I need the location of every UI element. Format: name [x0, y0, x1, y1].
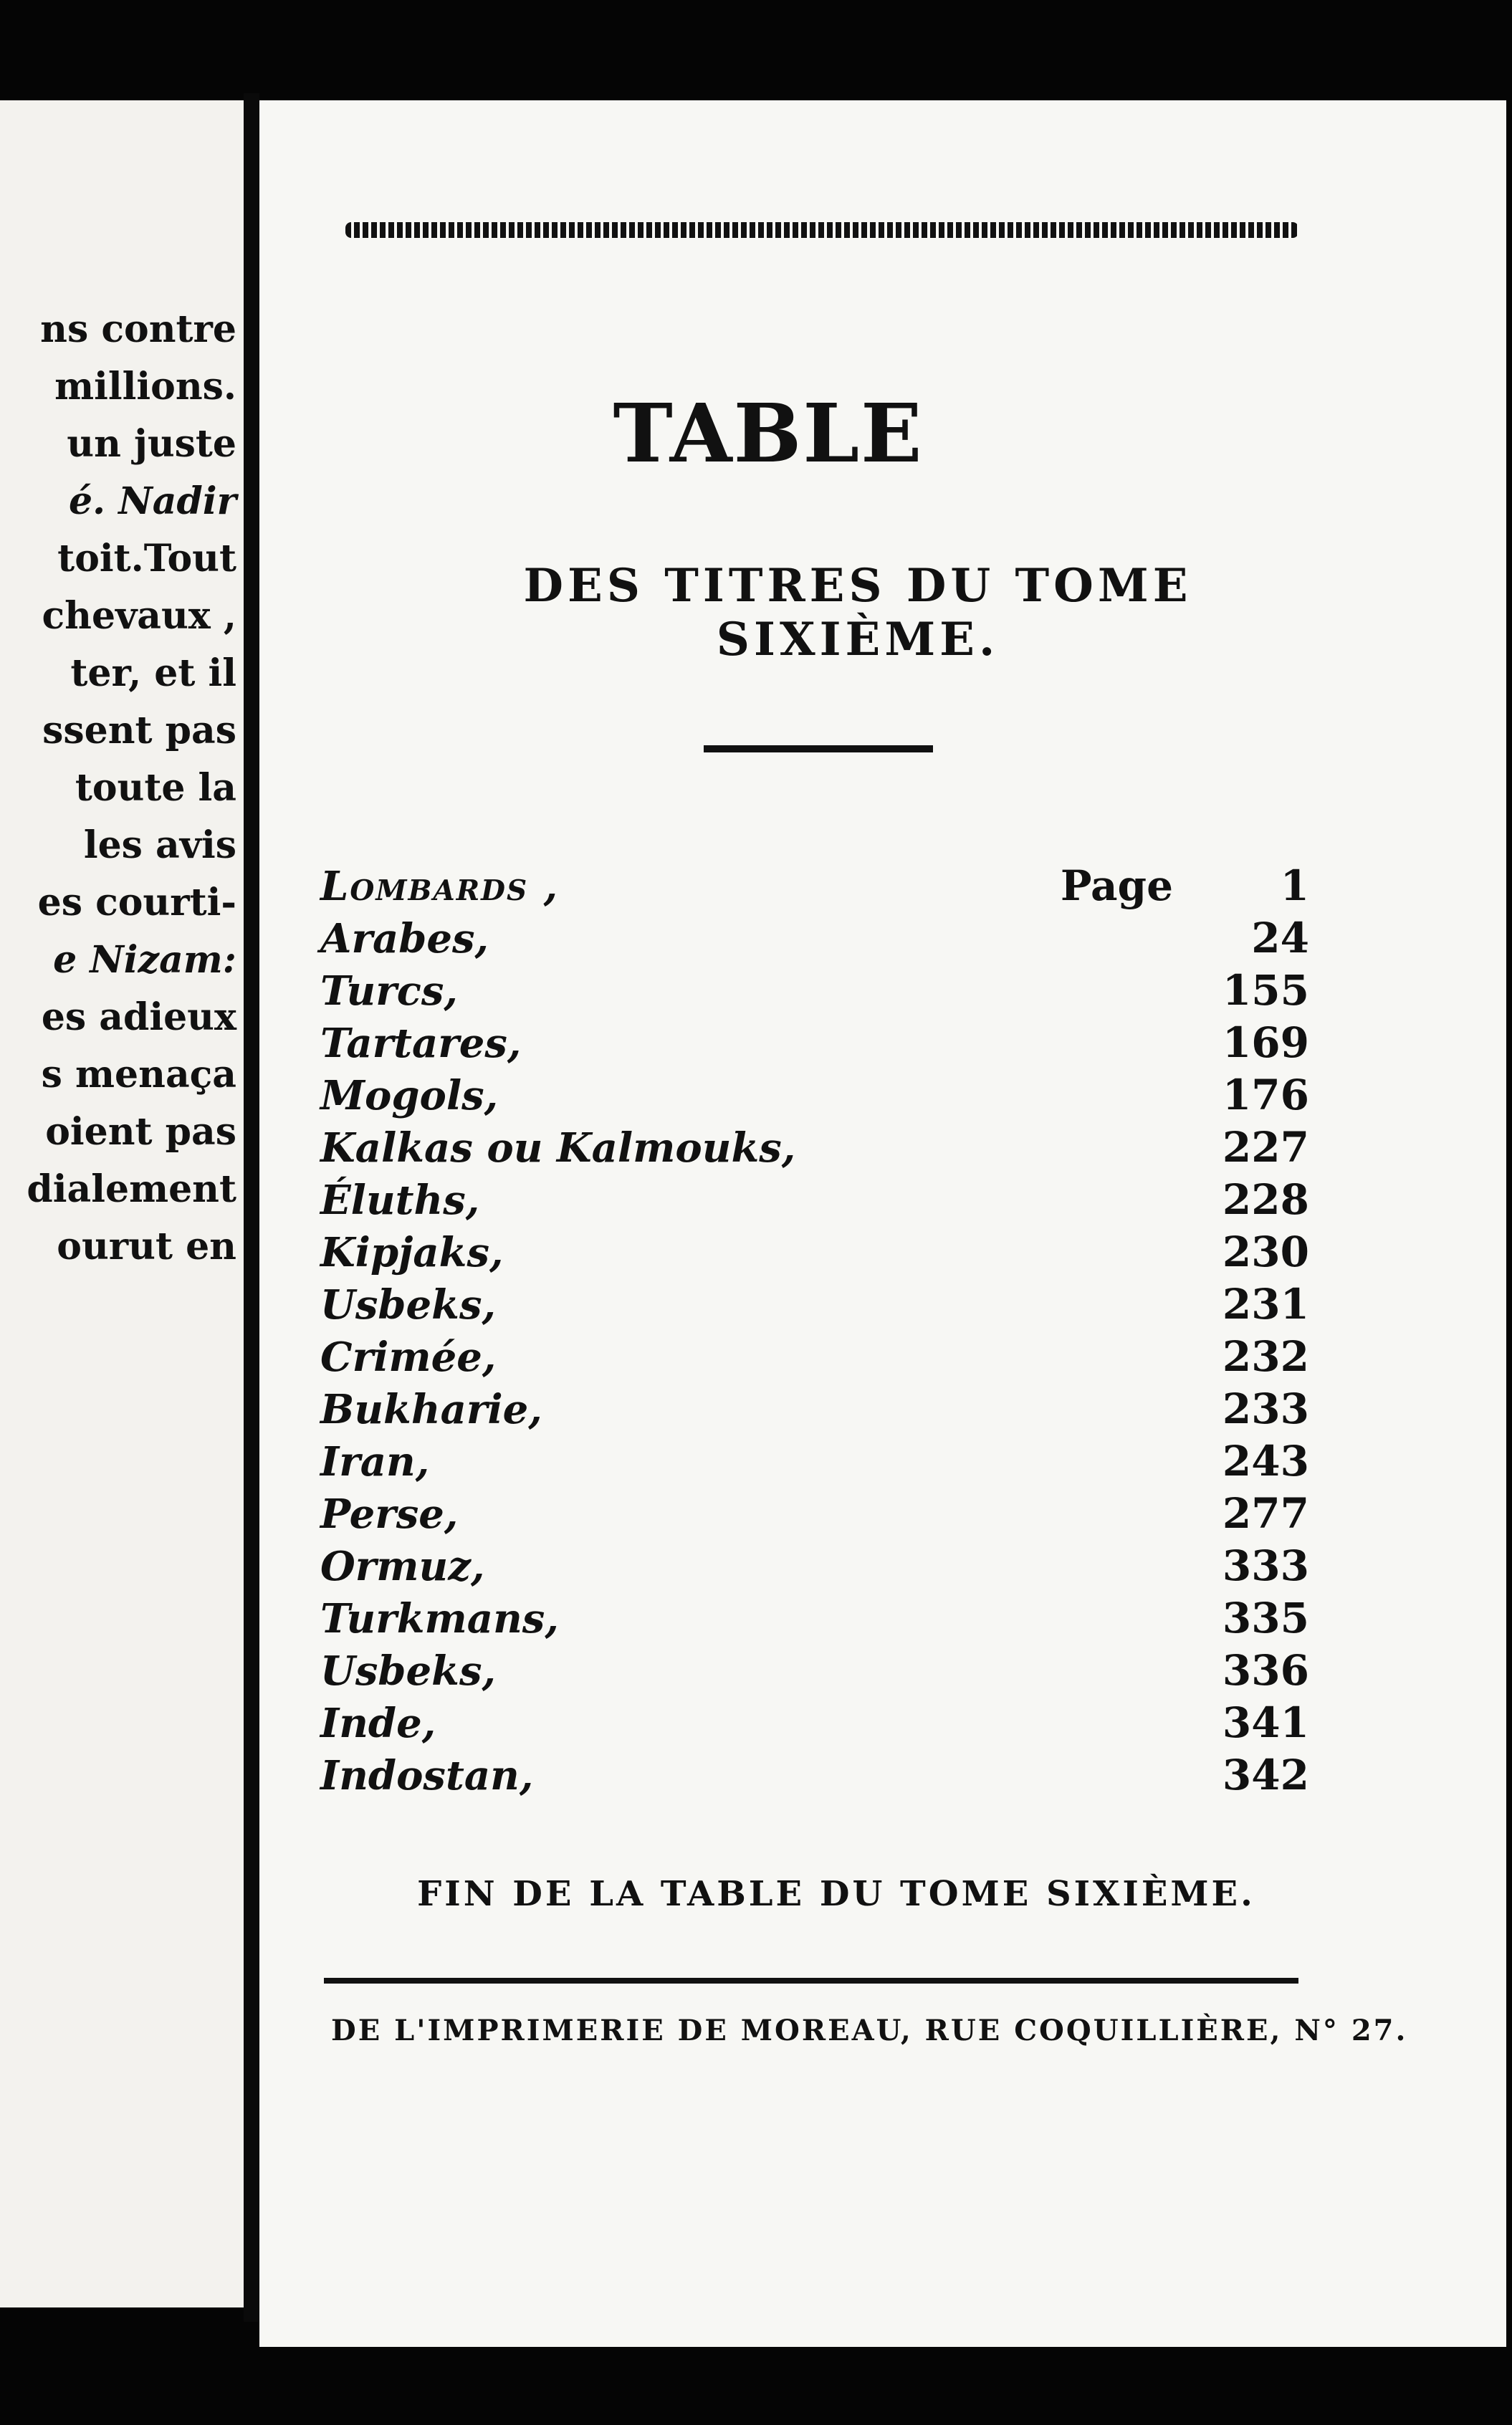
decorative-ornament-rule [345, 222, 1298, 238]
page-subtitle: DES TITRES DU TOME SIXIÈME. [523, 559, 1192, 666]
toc-entry-page: 233 [1222, 1384, 1309, 1433]
dot-leader [543, 1749, 1212, 1789]
toc-entry-page: 333 [1222, 1541, 1309, 1590]
dot-leader [489, 1174, 1212, 1214]
toc-entry-title: Crimée, [320, 1334, 497, 1381]
toc-entry-title: Usbeks, [320, 1647, 496, 1695]
toc-entry-page: 243 [1222, 1437, 1309, 1486]
prev-page-line: ssent pas [42, 709, 236, 752]
toc-entry-page: 336 [1222, 1646, 1309, 1695]
toc-entry-title: Usbeks, [320, 1281, 496, 1329]
toc-row [320, 1645, 1309, 1696]
short-divider-rule [704, 745, 933, 752]
prev-page-line: ourut en [57, 1225, 236, 1268]
toc-entry-page: 277 [1222, 1489, 1309, 1538]
toc-entry-title: Perse, [320, 1491, 459, 1538]
printer-imprint: DE L'IMPRIMERIE DE MOREAU, RUE COQUILLIÈRE, N° 27. [331, 2014, 1408, 2047]
toc-entry-page: 227 [1222, 1123, 1309, 1172]
table-end-caption: FIN DE LA TABLE DU TOME SIXIÈME. [417, 1874, 1255, 1914]
toc-entry-page: 155 [1222, 966, 1309, 1015]
toc-entry-title: Bukharie, [320, 1386, 542, 1433]
toc-row [320, 1278, 1309, 1330]
toc-row [320, 860, 1309, 912]
dot-leader [468, 965, 1212, 1005]
prev-page-line: e Nizam: [53, 938, 236, 982]
dot-leader [468, 1488, 1212, 1528]
prev-page-line: es courti- [37, 881, 236, 924]
table-of-contents-page [259, 100, 1506, 2347]
dot-leader [805, 1121, 1212, 1162]
dot-leader [506, 1278, 1212, 1319]
toc-entry-title: Ormuz, [320, 1543, 485, 1590]
toc-row [320, 1331, 1309, 1382]
prev-page-line: chevaux , [42, 594, 236, 638]
prev-page-line: toit.Tout [57, 537, 236, 580]
dot-leader [508, 1069, 1212, 1109]
toc-row [320, 1592, 1309, 1644]
dot-leader [446, 1697, 1212, 1737]
toc-entry-title: Tartares, [320, 1020, 522, 1067]
toc-entry-title: Indostan, [320, 1752, 534, 1799]
dot-leader [495, 1540, 1212, 1580]
dot-leader [506, 1331, 1212, 1371]
toc-row [320, 1488, 1309, 1539]
dot-leader [506, 1645, 1212, 1685]
toc-entry-title: Mogols, [320, 1072, 499, 1119]
prev-page-line: oient pas [45, 1110, 236, 1154]
dot-leader [439, 1435, 1212, 1475]
toc-entry-page: 228 [1222, 1175, 1309, 1224]
toc-entry-page: 341 [1222, 1698, 1309, 1747]
toc-entry-title: Turkmans, [320, 1595, 559, 1642]
toc-entry-page: 230 [1222, 1228, 1309, 1276]
toc-entry-title: Inde, [320, 1700, 436, 1747]
dot-leader [513, 1226, 1212, 1266]
prev-page-line: ter, et il [70, 651, 236, 695]
toc-row [320, 1749, 1309, 1801]
toc-row [320, 1435, 1309, 1487]
toc-entry-page: 335 [1222, 1594, 1309, 1642]
prev-page-line: ns contre [40, 307, 236, 351]
page-title: TABLE [613, 387, 924, 481]
previous-page-fragment [0, 100, 244, 2307]
prev-page-line: millions. [54, 365, 236, 408]
prev-page-line: les avis [83, 823, 236, 867]
toc-row [320, 1017, 1309, 1068]
prev-page-line: s menaça [41, 1053, 236, 1096]
toc-row [320, 1383, 1309, 1435]
toc-row [320, 965, 1309, 1016]
prev-page-line: dialement [27, 1167, 236, 1211]
toc-row [320, 1697, 1309, 1749]
toc-entry-title: Éluths, [320, 1177, 480, 1224]
toc-entry-title: Iran, [320, 1438, 430, 1486]
toc-entry-title: Arabes, [320, 915, 489, 962]
dot-leader [569, 860, 1051, 900]
dot-leader [569, 1592, 1212, 1632]
toc-entry-page: 176 [1222, 1071, 1309, 1119]
toc-entry-page: 169 [1222, 1018, 1309, 1067]
toc-row [320, 1226, 1309, 1278]
page-column-label: Page [1060, 861, 1173, 910]
toc-entry-page: 342 [1222, 1751, 1309, 1799]
dot-leader [499, 912, 1235, 952]
toc-entry-title: Kipjaks, [320, 1229, 504, 1276]
toc-entry-title: Kalkas ou Kalmouks, [320, 1124, 796, 1172]
prev-page-line: toute la [75, 766, 236, 810]
toc-entry-page: 232 [1222, 1332, 1309, 1381]
long-divider-rule [324, 1978, 1298, 1984]
dot-leader [531, 1017, 1212, 1057]
toc-row [320, 1121, 1309, 1173]
toc-entry-title: Turcs, [320, 967, 458, 1015]
prev-page-line: é. Nadir [68, 479, 236, 523]
dot-leader [552, 1383, 1212, 1423]
toc-entry-title: Lombards , [320, 863, 560, 910]
toc-row [320, 1540, 1309, 1592]
toc-row [320, 1069, 1309, 1121]
toc-row [320, 912, 1309, 964]
toc-row [320, 1174, 1309, 1225]
toc-entry-page: 231 [1222, 1280, 1309, 1329]
toc-entry-page: 24 [1251, 914, 1309, 962]
prev-page-line: un juste [67, 422, 236, 466]
prev-page-line: es adieux [41, 995, 236, 1039]
book-gutter [244, 93, 259, 2322]
toc-entry-page: 1 [1280, 861, 1309, 910]
